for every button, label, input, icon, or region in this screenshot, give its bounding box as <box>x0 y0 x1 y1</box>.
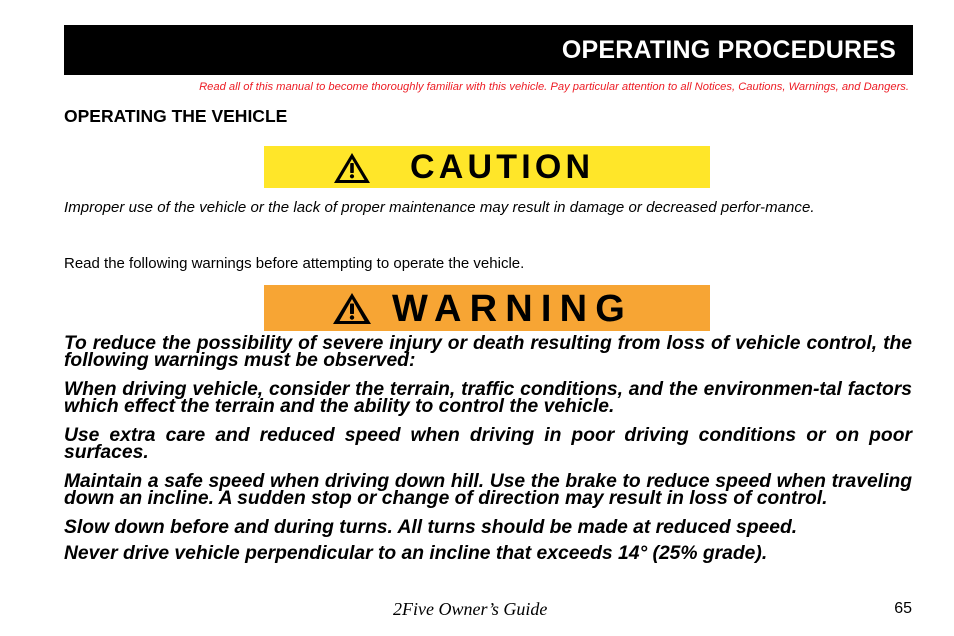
warning-item: Never drive vehicle perpendicular to an incline that exceeds 14° (25% grade). <box>64 543 768 564</box>
caution-label: CAUTION <box>410 148 595 186</box>
guide-title: 2Five Owner’s Guide <box>393 599 548 619</box>
warning-item: When driving vehicle, consider the terrain, traffic conditions, and the environmen-tal factors which effect the terrain and the ability to control the vehicle. <box>64 379 912 417</box>
caution-banner <box>264 146 710 188</box>
warning-triangle-icon <box>333 152 371 184</box>
warning-item: Use extra care and reduced speed when driving in poor driving conditions or on poor surfaces. <box>64 425 912 463</box>
warning-item: Maintain a safe speed when driving down hill. Use the brake to reduce speed when traveling down an incline. A sudden stop or change of direction may result in loss of control. <box>64 471 912 509</box>
section-heading: OPERATING THE VEHICLE <box>64 106 288 126</box>
manual-notice: Read all of this manual to become thoroughly familiar with this vehicle. Pay particular attention to all Notices, Cautions, Warnings, and Dangers. <box>199 81 909 93</box>
page-number: 65 <box>894 600 912 617</box>
warning-banner <box>264 285 710 331</box>
warning-intro: Read the following warnings before attempting to operate the vehicle. <box>64 255 525 272</box>
page-header-bar <box>64 25 913 75</box>
warning-label: WARNING <box>392 288 634 330</box>
page-title: OPERATING PROCEDURES <box>561 36 896 64</box>
warning-item: Slow down before and during turns. All turns should be made at reduced speed. <box>64 517 798 538</box>
warning-item: To reduce the possibility of severe injury or death resulting from loss of vehicle control, the following warnings must be observed: <box>64 333 912 371</box>
warning-triangle-icon <box>332 292 372 325</box>
caution-message: Improper use of the vehicle or the lack of proper maintenance may result in damage or decreased perfor-mance. <box>64 199 815 216</box>
warning-list <box>64 335 912 574</box>
